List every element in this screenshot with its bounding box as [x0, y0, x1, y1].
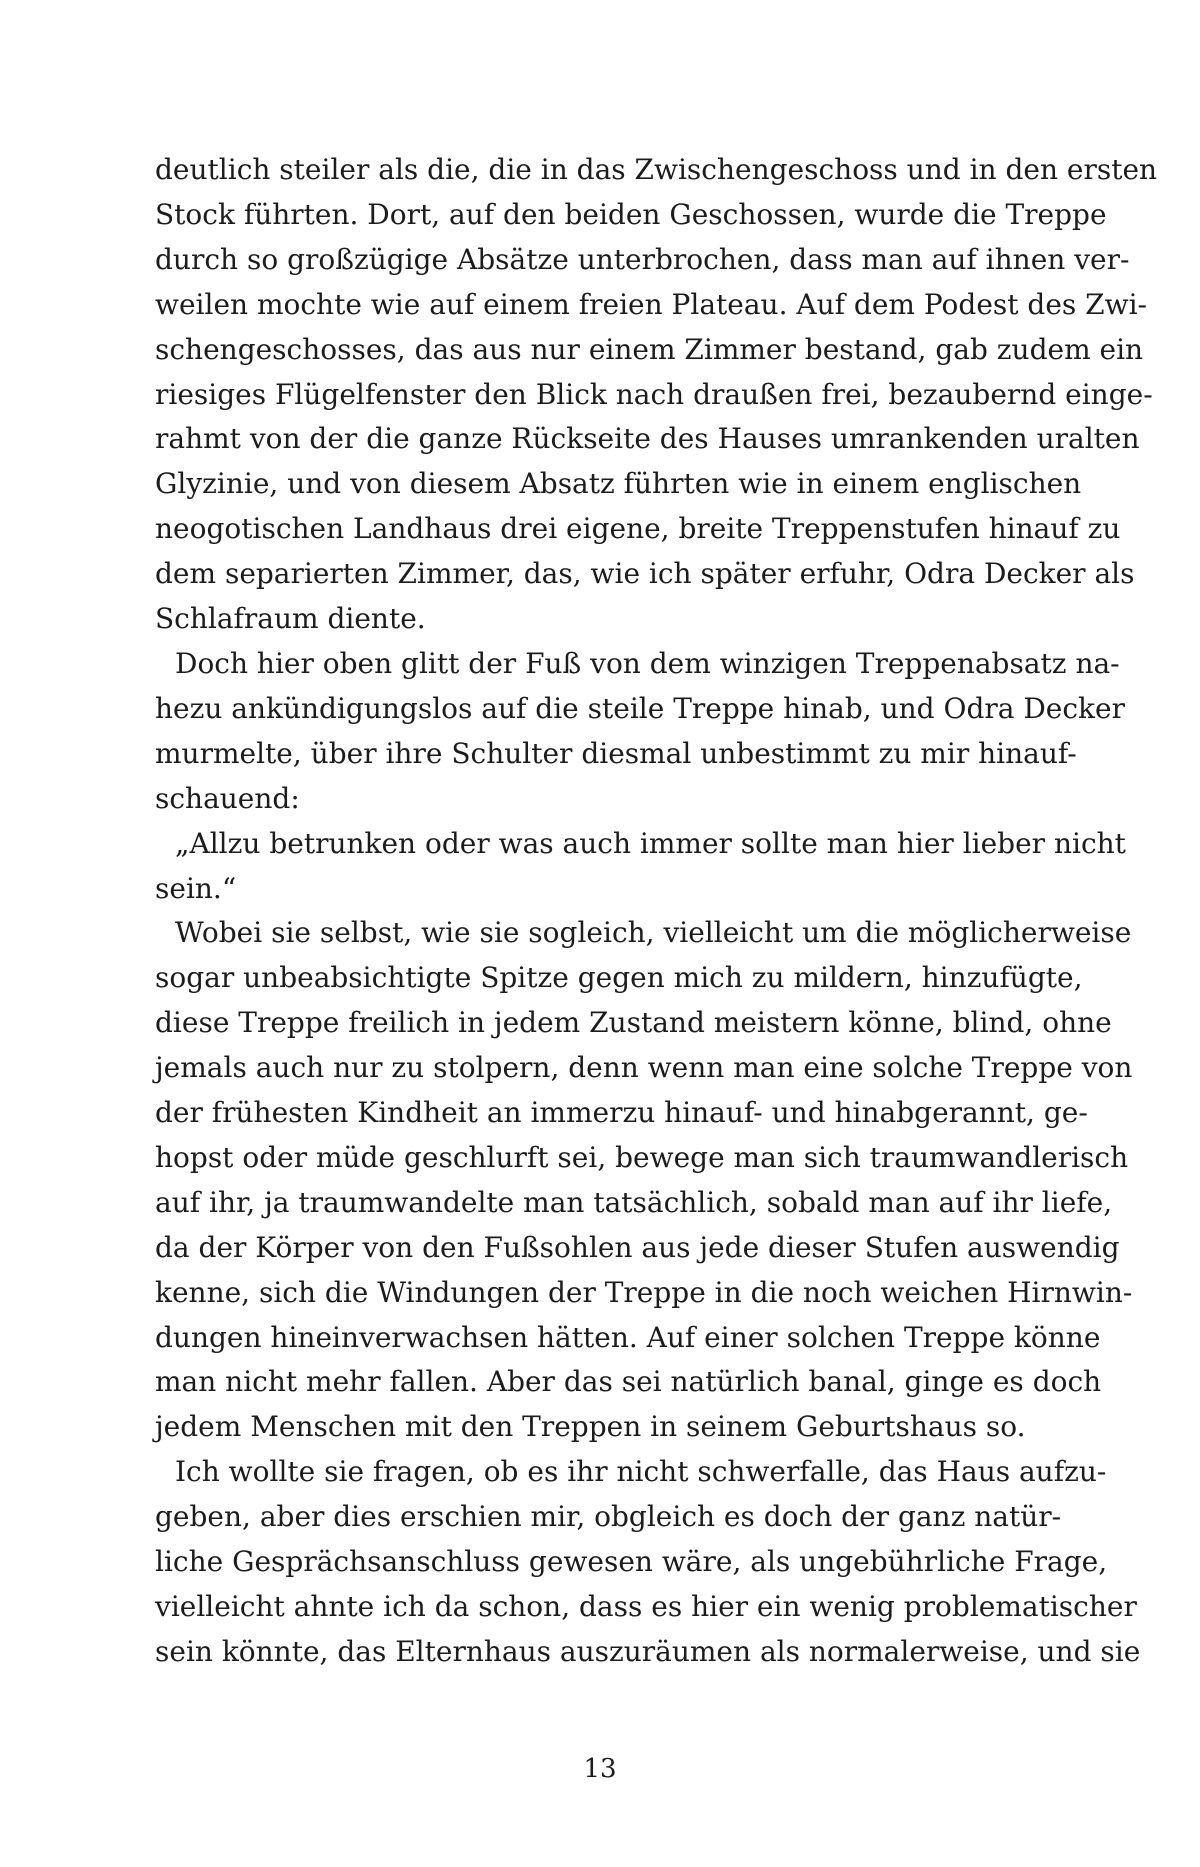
text-line: rahmt von der die ganze Rückseite des Hauses umrankenden uralten: [155, 422, 1140, 456]
text-line: jemals auch nur zu stolpern, denn wenn man eine solche Treppe von: [155, 1051, 1133, 1085]
text-line: der frühesten Kindheit an immerzu hinauf- und hinabgerannt, ge-: [155, 1096, 1088, 1130]
body-text: [155, 148, 1158, 1675]
text-line: Doch hier oben glitt der Fuß von dem winzigen Treppenabsatz na-: [175, 646, 1120, 680]
text-line: hezu ankündigungslos auf die steile Treppe hinab, und Odra Decker: [155, 691, 1125, 725]
text-line: dem separierten Zimmer, das, wie ich später erfuhr, Odra Decker als: [155, 557, 1135, 591]
text-line: jedem Menschen mit den Treppen in seinem Geburtshaus so.: [155, 1410, 1026, 1444]
text-line: liche Gesprächsanschluss gewesen wäre, als ungebührliche Frage,: [155, 1545, 1108, 1579]
text-line: dungen hineinverwachsen hätten. Auf einer solchen Treppe könne: [155, 1320, 1101, 1354]
text-line: da der Körper von den Fußsohlen aus jede dieser Stufen auswendig: [155, 1230, 1120, 1264]
paragraph-5: [155, 1450, 1141, 1675]
text-line: murmelte, über ihre Schulter diesmal unbestimmt zu mir hinauf-: [155, 736, 1077, 770]
text-line: sein.“: [155, 871, 237, 905]
text-line: sein könnte, das Elternhaus auszuräumen als normalerweise, und sie: [155, 1634, 1141, 1668]
text-line: hopst oder müde geschlurft sei, bewege man sich traumwandlerisch: [155, 1140, 1129, 1174]
page-number: 13: [583, 1754, 617, 1784]
text-line: Glyzinie, und von diesem Absatz führten wie in einem englischen: [155, 467, 1082, 501]
text-line: kenne, sich die Windungen der Treppe in die noch weichen Hirnwin-: [155, 1275, 1133, 1309]
text-line: schauend:: [155, 781, 300, 815]
text-line: man nicht mehr fallen. Aber das sei natürlich banal, ginge es doch: [155, 1365, 1102, 1399]
paragraph-1: [155, 148, 1158, 642]
text-line: diese Treppe freilich in jedem Zustand meistern könne, blind, ohne: [155, 1006, 1112, 1040]
text-line: Ich wollte sie fragen, ob es ihr nicht schwerfalle, das Haus aufzu-: [175, 1455, 1107, 1489]
text-line: schengeschosses, das aus nur einem Zimmer bestand, gab zudem ein: [155, 332, 1144, 366]
text-line: weilen mochte wie auf einem freien Plateau. Auf dem Podest des Zwi-: [155, 287, 1148, 321]
text-line: „Allzu betrunken oder was auch immer sollte man hier lieber nicht: [175, 826, 1126, 860]
text-line: deutlich steiler als die, die in das Zwischengeschoss und in den ersten: [155, 153, 1158, 186]
text-line: neogotischen Landhaus drei eigene, breite Treppenstufen hinauf zu: [155, 512, 1121, 546]
text-line: riesiges Flügelfenster den Blick nach draußen frei, bezaubernd einge-: [155, 377, 1153, 411]
text-line: Schlafraum diente.: [155, 602, 426, 636]
text-line: durch so großzügige Absätze unterbrochen, dass man auf ihnen ver-: [155, 242, 1130, 276]
paragraph-3: [155, 822, 1126, 912]
paragraph-2: [155, 642, 1125, 822]
text-line: sogar unbeabsichtigte Spitze gegen mich zu mildern, hinzufügte,: [155, 961, 1083, 995]
text-line: vielleicht ahnte ich da schon, dass es hier ein wenig problematischer: [155, 1590, 1137, 1623]
text-line: geben, aber dies erschien mir, obgleich es doch der ganz natür-: [155, 1500, 1062, 1534]
paragraph-4: [155, 911, 1133, 1450]
text-line: auf ihr, ja traumwandelte man tatsächlich, sobald man auf ihr liefe,: [155, 1185, 1113, 1219]
text-line: Stock führten. Dort, auf den beiden Geschossen, wurde die Treppe: [155, 197, 1107, 231]
text-line: Wobei sie selbst, wie sie sogleich, vielleicht um die möglicherweise: [175, 916, 1132, 950]
